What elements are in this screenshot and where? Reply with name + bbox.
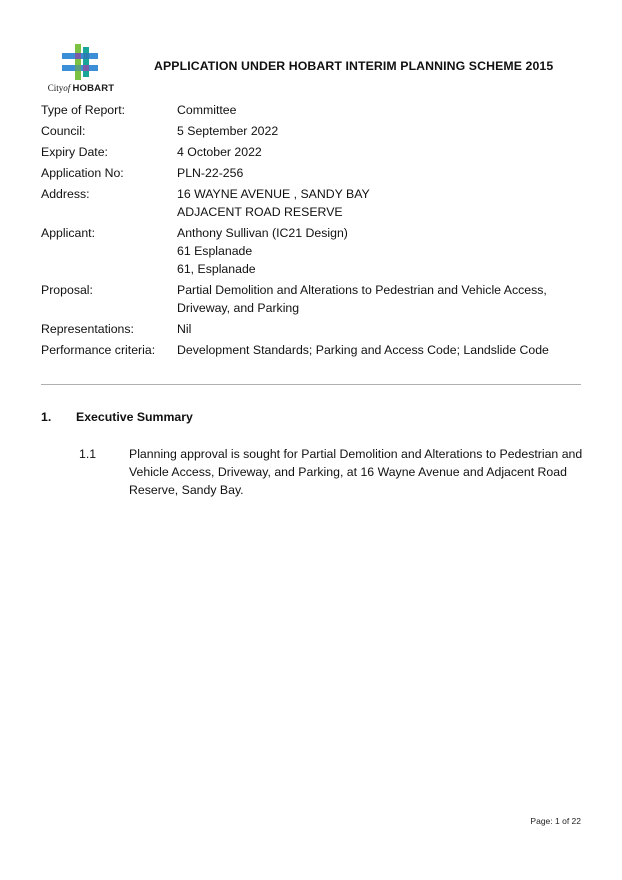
detail-value [177, 122, 601, 140]
detail-row [41, 281, 601, 317]
detail-value-line: 5 September 2022 [177, 124, 279, 138]
detail-value-line: 16 WAYNE AVENUE , SANDY BAY [177, 187, 370, 201]
detail-label: Council: [41, 124, 86, 138]
paragraph-text: Planning approval is sought for Partial Demolition and Alterations to Pedestrian and Vehicle Access, Driveway, and Parking, at 16 Wayne Avenue and Adjacent Road Reserve, Sandy Bay. [129, 447, 583, 497]
page-number: Page: 1 of 22 [530, 816, 581, 826]
detail-value [177, 320, 601, 338]
detail-value [177, 101, 601, 119]
detail-value [177, 281, 601, 317]
detail-label: Applicant: [41, 226, 96, 240]
application-details [41, 101, 601, 362]
detail-label: Type of Report: [41, 103, 126, 117]
detail-row [41, 185, 601, 221]
section-number: 1. [41, 410, 52, 424]
detail-row [41, 122, 601, 140]
detail-value-line: 4 October 2022 [177, 145, 262, 159]
detail-value-line: Anthony Sullivan (IC21 Design) [177, 226, 348, 240]
detail-value-line: 61 Esplanade [177, 244, 253, 258]
detail-value [177, 224, 601, 278]
city-of-hobart-logo [42, 44, 120, 96]
section-title: Executive Summary [76, 410, 193, 424]
section-heading [41, 410, 193, 424]
detail-label: Performance criteria: [41, 343, 156, 357]
section-divider [41, 384, 581, 385]
document-title: APPLICATION UNDER HOBART INTERIM PLANNING SCHEME 2015 [154, 59, 554, 73]
detail-row [41, 164, 601, 182]
detail-label: Address: [41, 187, 90, 201]
detail-label: Application No: [41, 166, 124, 180]
paragraph-1-1 [79, 445, 584, 499]
detail-value-line: Partial Demolition and Alterations to Pedestrian and Vehicle Access, [177, 283, 547, 297]
detail-row [41, 224, 601, 278]
detail-value [177, 341, 601, 359]
detail-value-line: Committee [177, 103, 237, 117]
detail-value [177, 185, 601, 221]
detail-value-line: ADJACENT ROAD RESERVE [177, 205, 343, 219]
detail-value-line: PLN-22-256 [177, 166, 244, 180]
detail-value-line: Nil [177, 322, 192, 336]
paragraph-number: 1.1 [79, 447, 97, 461]
detail-row [41, 143, 601, 161]
detail-row [41, 101, 601, 119]
detail-value-line: Driveway, and Parking [177, 301, 300, 315]
detail-label: Expiry Date: [41, 145, 108, 159]
detail-value [177, 143, 601, 161]
detail-label: Proposal: [41, 283, 93, 297]
logo-wordmark: Cityof HOBART [47, 83, 115, 94]
hobart-cross-icon [62, 44, 98, 80]
detail-value-line: 61, Esplanade [177, 262, 256, 276]
detail-value [177, 164, 601, 182]
detail-value-line: Development Standards; Parking and Access Code; Landslide Code [177, 343, 549, 357]
detail-row [41, 341, 601, 359]
detail-label: Representations: [41, 322, 134, 336]
detail-row [41, 320, 601, 338]
